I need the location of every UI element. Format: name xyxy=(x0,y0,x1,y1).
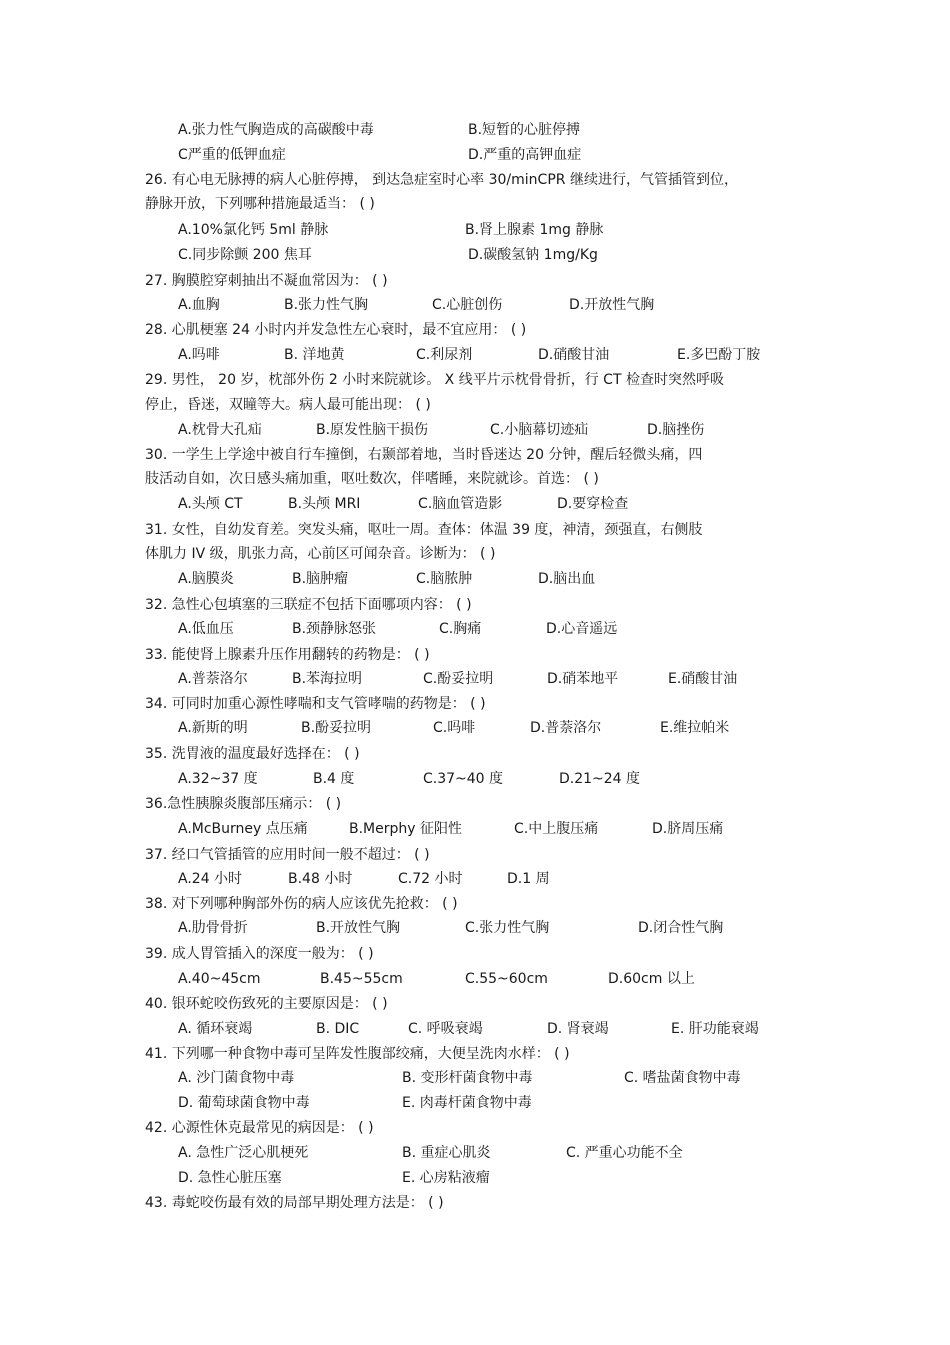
answer-option: B.短暂的心脏停搏 xyxy=(468,122,581,138)
question-text: 30. 一学生上学途中被自行车撞倒，右颞部着地，当时昏迷达 20 分钟，醒后轻微头痛，四 xyxy=(145,447,703,463)
answer-option: C.37~40 度 xyxy=(423,771,504,787)
answer-option: D.严重的高钾血症 xyxy=(468,147,582,163)
question-text: 28. 心肌梗塞 24 小时内并发急性左心衰时，最不宜应用： ( ) xyxy=(145,322,527,338)
answer-option: A.吗啡 xyxy=(178,347,220,363)
answer-option: A. 沙门菌食物中毒 xyxy=(178,1070,295,1086)
answer-option: D. 葡萄球菌食物中毒 xyxy=(178,1095,310,1111)
answer-option: D.60cm 以上 xyxy=(608,971,695,987)
answer-option: B.酚妥拉明 xyxy=(301,720,372,736)
answer-option: D.开放性气胸 xyxy=(569,297,655,313)
question-text: 39. 成人胃管插入的深度一般为： ( ) xyxy=(145,946,374,962)
answer-option: A.肋骨骨折 xyxy=(178,920,248,936)
question-text: 29. 男性， 20 岁，枕部外伤 2 小时来院就诊。 X 线平片示枕骨骨折，行 CT 检查时突然呼吸 xyxy=(145,372,724,388)
answer-option: C. 呼吸衰竭 xyxy=(408,1021,483,1037)
answer-option: C.吗啡 xyxy=(433,720,476,736)
answer-option: D.脐周压痛 xyxy=(652,821,724,837)
answer-option: B.颈静脉怒张 xyxy=(292,621,377,637)
answer-option: E.硝酸甘油 xyxy=(668,671,738,687)
answer-option: E. 肝功能衰竭 xyxy=(671,1021,759,1037)
answer-option: E. 肉毒杆菌食物中毒 xyxy=(402,1095,532,1111)
answer-option: C.心脏创伤 xyxy=(432,297,503,313)
question-text: 41. 下列哪一种食物中毒可呈阵发性腹部绞痛，大便呈洗肉水样： ( ) xyxy=(145,1046,570,1062)
answer-option: C.脑血管造影 xyxy=(418,496,503,512)
answer-option: B.Merphy 征阳性 xyxy=(349,821,462,837)
answer-option: A.普萘洛尔 xyxy=(178,671,248,687)
answer-option: C.张力性气胸 xyxy=(465,920,550,936)
answer-option: B.头颅 MRI xyxy=(288,496,361,512)
answer-option: C.72 小时 xyxy=(398,871,463,887)
question-text: 43. 毒蛇咬伤最有效的局部早期处理方法是： ( ) xyxy=(145,1195,444,1211)
question-text: 40. 银环蛇咬伤致死的主要原因是： ( ) xyxy=(145,996,388,1012)
answer-option: A. 急性广泛心肌梗死 xyxy=(178,1145,309,1161)
question-text: 38. 对下列哪种胸部外伤的病人应该优先抢救： ( ) xyxy=(145,896,458,912)
question-text: 27. 胸膜腔穿刺抽出不凝血常因为： ( ) xyxy=(145,273,388,289)
answer-option: A.40~45cm xyxy=(178,971,261,987)
answer-option: A.血胸 xyxy=(178,297,220,313)
question-text: 停止，昏迷，双瞳等大。病人最可能出现： ( ) xyxy=(145,397,431,413)
answer-option: A.低血压 xyxy=(178,621,234,637)
question-text: 34. 可同时加重心源性哮喘和支气管哮喘的药物是： ( ) xyxy=(145,696,486,712)
answer-option: A.张力性气胸造成的高碳酸中毒 xyxy=(178,122,374,138)
answer-option: D.21~24 度 xyxy=(559,771,641,787)
answer-option: B.开放性气胸 xyxy=(316,920,401,936)
answer-option: D.闭合性气胸 xyxy=(638,920,724,936)
answer-option: D.要穿检查 xyxy=(557,496,629,512)
answer-option: D.普萘洛尔 xyxy=(530,720,602,736)
answer-option: C.55~60cm xyxy=(465,971,548,987)
answer-option: B. 变形杆菌食物中毒 xyxy=(402,1070,533,1086)
question-text: 42. 心源性休克最常见的病因是： ( ) xyxy=(145,1120,374,1136)
question-text: 32. 急性心包填塞的三联症不包括下面哪项内容： ( ) xyxy=(145,597,472,613)
answer-option: C.脑脓肿 xyxy=(416,571,473,587)
answer-option: C.利尿剂 xyxy=(416,347,473,363)
answer-option: B.脑肿瘤 xyxy=(292,571,349,587)
question-text: 31. 女性，自幼发育差。突发头痛，呕吐一周。查体：体温 39 度，神清，颈强直，右侧肢 xyxy=(145,522,703,538)
answer-option: A.32~37 度 xyxy=(178,771,258,787)
answer-option: D. 肾衰竭 xyxy=(547,1021,609,1037)
answer-option: A.McBurney 点压痛 xyxy=(178,821,308,837)
answer-option: C.中上腹压痛 xyxy=(514,821,599,837)
answer-option: B.48 小时 xyxy=(288,871,353,887)
answer-option: D.硝酸甘油 xyxy=(538,347,610,363)
answer-option: A.脑膜炎 xyxy=(178,571,234,587)
answer-option: B. 洋地黄 xyxy=(284,347,345,363)
answer-option: D.脑出血 xyxy=(538,571,596,587)
answer-option: B. 重症心肌炎 xyxy=(402,1145,491,1161)
question-text: 35. 洗胃液的温度最好选择在： ( ) xyxy=(145,746,360,762)
answer-option: A.枕骨大孔疝 xyxy=(178,422,262,438)
answer-option: C. 严重心功能不全 xyxy=(566,1145,683,1161)
answer-option: B.张力性气胸 xyxy=(284,297,369,313)
answer-option: A.新斯的明 xyxy=(178,720,248,736)
answer-option: B.45~55cm xyxy=(320,971,403,987)
answer-option: C.胸痛 xyxy=(439,621,482,637)
answer-option: D.碳酸氢钠 1mg/Kg xyxy=(468,247,598,263)
question-text: 36.急性胰腺炎腹部压痛示： ( ) xyxy=(145,796,342,812)
question-text: 体肌力 IV 级，肌张力高，心前区可闻杂音。诊断为： ( ) xyxy=(145,546,496,562)
answer-option: B.苯海拉明 xyxy=(292,671,363,687)
answer-option: D.硝苯地平 xyxy=(547,671,619,687)
answer-option: A.头颅 CT xyxy=(178,496,243,512)
answer-option: B.肾上腺素 1mg 静脉 xyxy=(465,222,604,238)
question-text: 静脉开放，下列哪种措施最适当： ( ) xyxy=(145,196,375,212)
answer-option: A.10%氯化钙 5ml 静脉 xyxy=(178,222,329,238)
question-text: 37. 经口气管插管的应用时间一般不超过： ( ) xyxy=(145,847,430,863)
answer-option: D.脑挫伤 xyxy=(647,422,705,438)
answer-option: E.多巴酚丁胺 xyxy=(677,347,761,363)
answer-option: C严重的低钾血症 xyxy=(178,147,286,163)
answer-option: A.24 小时 xyxy=(178,871,243,887)
answer-option: D. 急性心脏压塞 xyxy=(178,1170,282,1186)
question-text: 26. 有心电无脉搏的病人心脏停搏， 到达急症室时心率 30/minCPR 继续进行，气管插管到位， xyxy=(145,172,738,188)
answer-option: C.小脑幕切迹疝 xyxy=(490,422,589,438)
answer-option: B.原发性脑干损伤 xyxy=(316,422,429,438)
answer-option: B.4 度 xyxy=(313,771,355,787)
answer-option: C.同步除颤 200 焦耳 xyxy=(178,247,312,263)
answer-option: C. 嗜盐菌食物中毒 xyxy=(624,1070,741,1086)
answer-option: D.1 周 xyxy=(507,871,550,887)
answer-option: E.维拉帕米 xyxy=(660,720,730,736)
answer-option: E. 心房粘液瘤 xyxy=(402,1170,490,1186)
answer-option: A. 循环衰竭 xyxy=(178,1021,253,1037)
question-text: 33. 能使肾上腺素升压作用翻转的药物是： ( ) xyxy=(145,647,430,663)
question-text: 肢活动自如，次日感头痛加重，呕吐数次，伴嗜睡，来院就诊。首选： ( ) xyxy=(145,471,599,487)
answer-option: C.酚妥拉明 xyxy=(423,671,494,687)
answer-option: D.心音遥远 xyxy=(546,621,618,637)
answer-option: B. DIC xyxy=(316,1021,360,1037)
